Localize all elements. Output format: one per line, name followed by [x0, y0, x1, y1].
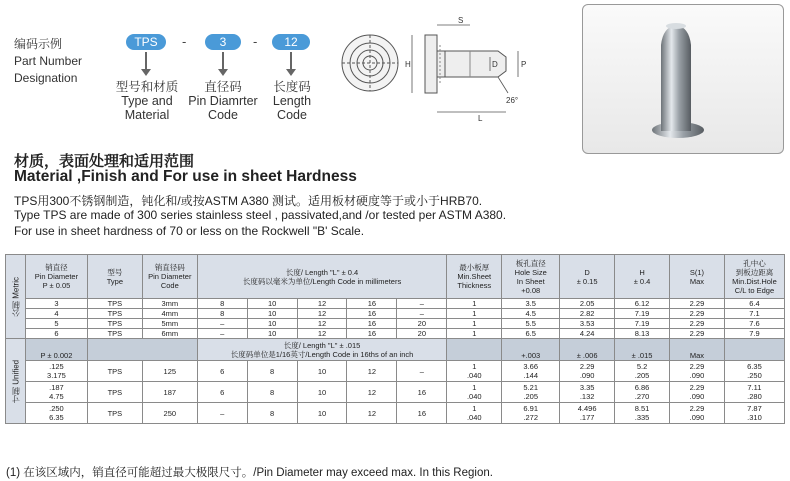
- desc-en-1: Length: [272, 94, 312, 108]
- separator-1: -: [182, 34, 187, 49]
- cell: 125: [142, 361, 197, 382]
- cell: [447, 403, 502, 424]
- dim-h-label: H: [405, 60, 411, 69]
- cell: 3mm: [142, 299, 197, 309]
- cell: 16: [397, 382, 447, 403]
- header-text: Max: [689, 276, 705, 286]
- cell-line: .250: [747, 371, 762, 380]
- cell-line: .040: [466, 413, 482, 422]
- cell: 5mm: [142, 319, 197, 329]
- cell: TPS: [87, 329, 142, 339]
- part-number-label-en-1: Part Number: [14, 54, 83, 68]
- cell-line: 2.29: [579, 362, 595, 371]
- cell: 3.53: [560, 319, 615, 329]
- cell: [615, 361, 670, 382]
- header-text: In Sheet: [516, 276, 545, 286]
- arrow-down-icon: [222, 52, 224, 70]
- cell: 250: [142, 403, 197, 424]
- header-text: Pin Diameter: [148, 272, 192, 281]
- header-text: +0.08: [521, 285, 541, 295]
- cell-line: 2.29: [689, 362, 705, 371]
- cell-line: 6.91: [523, 404, 539, 413]
- cell: 12: [347, 361, 397, 382]
- cell: –: [197, 319, 247, 329]
- section-heading-cn: 材质，表面处理和适用范围: [14, 153, 195, 170]
- cell-line: .270: [634, 392, 650, 401]
- cell: –: [397, 299, 447, 309]
- cell: 3: [25, 299, 87, 309]
- cell-line: 6.35: [747, 362, 762, 371]
- cell: 16: [347, 329, 397, 339]
- header-text: Thickness: [457, 281, 492, 290]
- cell-line: 5.2: [636, 362, 648, 371]
- cell: 7.6: [724, 319, 784, 329]
- d-header: [560, 255, 615, 299]
- cell: 8: [197, 309, 247, 319]
- cell: 4: [25, 309, 87, 319]
- cell: [25, 403, 87, 424]
- cell-line: 8.51: [634, 404, 650, 413]
- header-text: 孔中心: [743, 258, 766, 268]
- unified-s-header: Max: [670, 339, 725, 361]
- cell: 10: [297, 403, 347, 424]
- cell: [502, 403, 560, 424]
- cell: 12: [297, 299, 347, 309]
- length-code-description: [262, 80, 322, 122]
- cell: 2.29: [670, 329, 725, 339]
- cell: 6.4: [724, 299, 784, 309]
- cell: 6mm: [142, 329, 197, 339]
- cell: 10: [247, 319, 297, 329]
- header-text: H: [639, 267, 645, 277]
- cell: 6: [197, 361, 247, 382]
- unified-d-header: ± .006: [560, 339, 615, 361]
- cell-line: 6.35: [49, 413, 64, 422]
- cell: [502, 382, 560, 403]
- type-code-pill: TPS: [126, 34, 166, 50]
- metric-header-row: [6, 255, 785, 299]
- metric-row: [6, 299, 785, 309]
- length-code-pill: 12: [272, 34, 310, 50]
- cell-line: .090: [579, 371, 595, 380]
- dim-s-label: S: [458, 16, 464, 25]
- cell-line: .125: [49, 362, 64, 371]
- header-text: Code: [160, 281, 179, 290]
- cell: 6: [25, 329, 87, 339]
- type-material-description: [110, 80, 184, 122]
- product-photo-frame: [582, 4, 784, 154]
- description-line-3: For use in sheet hardness of 70 or less on the Rockwell "B' Scale.: [14, 224, 365, 238]
- cell: –: [397, 309, 447, 319]
- unified-h-header: ± .015: [615, 339, 670, 361]
- cell-line: .280: [747, 392, 762, 401]
- cell-line: .090: [689, 413, 705, 422]
- cell-line: 4.496: [577, 404, 597, 413]
- header-text: Min.Sheet: [457, 272, 492, 281]
- angle-label: 26°: [506, 96, 519, 105]
- unified-row: [6, 361, 785, 382]
- desc-en-2: Code: [277, 108, 307, 122]
- cell: 12: [297, 309, 347, 319]
- cell: 10: [247, 329, 297, 339]
- header-text: Type: [106, 276, 123, 286]
- cell: [447, 382, 502, 403]
- arrow-down-icon: [290, 52, 292, 70]
- cell: 7.19: [615, 309, 670, 319]
- cell: 8: [247, 361, 297, 382]
- unified-min-header: [447, 339, 502, 361]
- cell: 12: [297, 319, 347, 329]
- desc-en-1: Type and: [121, 94, 173, 108]
- cell: 3.5: [502, 299, 560, 309]
- cell: 5: [25, 319, 87, 329]
- desc-cn: 长度码: [273, 80, 311, 94]
- cell-line: 3.175: [47, 371, 66, 380]
- cell: 2.29: [670, 299, 725, 309]
- cell: 10: [247, 309, 297, 319]
- cell: 16: [347, 309, 397, 319]
- cell: 20: [397, 329, 447, 339]
- cell: 10: [247, 299, 297, 309]
- cell: 1: [447, 299, 502, 309]
- arrow-down-icon: [145, 52, 147, 70]
- unified-side-label: 寸制 Unified: [6, 339, 26, 424]
- specification-table: [5, 254, 785, 424]
- desc-en-1: Pin Diamrter: [188, 94, 258, 108]
- cell: 1: [447, 319, 502, 329]
- cell: [447, 361, 502, 382]
- cell: 12: [297, 329, 347, 339]
- front-view: [342, 35, 398, 91]
- header-text: ± 0.4: [633, 276, 651, 286]
- cell: 4mm: [142, 309, 197, 319]
- cell: [25, 361, 87, 382]
- cell: 12: [347, 382, 397, 403]
- cell: 2.29: [670, 309, 725, 319]
- h-header: [615, 255, 670, 299]
- cell-line: .090: [689, 392, 705, 401]
- header-text: Pin Diameter: [34, 272, 79, 281]
- length-header: [197, 255, 447, 299]
- desc-en-2: Material: [124, 108, 170, 122]
- cell: 5.5: [502, 319, 560, 329]
- cell: 7.19: [615, 319, 670, 329]
- unified-cl-header: [724, 339, 784, 361]
- dim-l-label: L: [478, 114, 483, 123]
- header-text: 最小板厚: [459, 263, 490, 272]
- cell-line: .272: [523, 413, 539, 422]
- header-text: 型号: [107, 267, 123, 277]
- cell-line: 3.35: [579, 383, 595, 392]
- cell: 6.12: [615, 299, 670, 309]
- type-header: [87, 255, 142, 299]
- cell-line: 1: [472, 362, 477, 371]
- cell: 6.5: [502, 329, 560, 339]
- desc-cn: 型号和材质: [115, 80, 179, 94]
- cell: 6: [197, 382, 247, 403]
- cell: 7.9: [724, 329, 784, 339]
- cell-line: .187: [49, 383, 64, 392]
- cell: 2.82: [560, 309, 615, 319]
- cell: 2.05: [560, 299, 615, 309]
- cell-line: .205: [523, 392, 539, 401]
- cell: [25, 382, 87, 403]
- cell: [670, 361, 725, 382]
- unified-hole-header: +.003: [502, 339, 560, 361]
- diameter-code-pill: 3: [205, 34, 241, 50]
- cell: [560, 403, 615, 424]
- cell: 8: [247, 382, 297, 403]
- cell: [670, 382, 725, 403]
- cell: 8: [247, 403, 297, 424]
- header-text: ± 0.15: [576, 276, 598, 286]
- metric-row: [6, 329, 785, 339]
- cell: 1: [447, 309, 502, 319]
- technical-drawing: [340, 15, 570, 130]
- cell: [724, 361, 784, 382]
- cell: TPS: [87, 319, 142, 329]
- cell: –: [197, 403, 247, 424]
- header-text: 长度码单位是1/16英寸/Length Code in 16ths of an inch: [230, 349, 414, 359]
- metric-side-label: 公制 Metric: [6, 255, 26, 339]
- unified-length-header: [197, 339, 447, 361]
- header-text: S(1): [689, 267, 705, 277]
- cell-line: 7.87: [747, 404, 762, 413]
- cell: 10: [297, 382, 347, 403]
- unified-pin-header: P ± 0.002: [25, 339, 87, 361]
- description-line-1: TPS用300不锈钢制造，钝化和/或按ASTM A380 测试。适用板材硬度等于或小于HRB70.: [14, 194, 483, 208]
- min-sheet-header: [447, 255, 502, 299]
- cell: [502, 361, 560, 382]
- cell-line: 1: [472, 383, 477, 392]
- cell: 8: [197, 299, 247, 309]
- cell: TPS: [87, 309, 142, 319]
- cell-line: 2.29: [689, 404, 705, 413]
- cell: [615, 382, 670, 403]
- cell: [560, 382, 615, 403]
- cell: TPS: [87, 382, 142, 403]
- cell-line: .177: [579, 413, 595, 422]
- cell-line: 5.21: [523, 383, 539, 392]
- header-text: Min.Dist.Hole: [732, 276, 777, 286]
- cl-header: [724, 255, 784, 299]
- cell-line: 6.86: [634, 383, 650, 392]
- s-header: [670, 255, 725, 299]
- cell-line: .335: [634, 413, 650, 422]
- cell-line: 1: [472, 404, 477, 413]
- header-text: Hole Size: [514, 267, 547, 277]
- cell: 16: [347, 299, 397, 309]
- header-text: C/L to Edge: [734, 285, 775, 295]
- part-number-label-cn: 编码示例: [14, 37, 63, 51]
- cell: [615, 403, 670, 424]
- cell: 16: [397, 403, 447, 424]
- pin-photo-image: [583, 5, 783, 153]
- cell: 187: [142, 382, 197, 403]
- header-text: D: [584, 267, 590, 277]
- dim-p-label: P: [521, 60, 527, 69]
- cell-line: .250: [49, 404, 64, 413]
- cell: TPS: [87, 361, 142, 382]
- header-text: 长度/ Length "L" ± 0.4: [285, 267, 359, 277]
- header-text: 销直径码: [154, 263, 185, 272]
- hole-size-header: [502, 255, 560, 299]
- cell-line: 7.11: [747, 383, 762, 392]
- cell: 12: [347, 403, 397, 424]
- cell: 2.29: [670, 319, 725, 329]
- cell-line: .132: [579, 392, 595, 401]
- header-text: P ± 0.05: [42, 281, 71, 290]
- cell-line: .090: [689, 371, 705, 380]
- metric-row: [6, 309, 785, 319]
- cell: [724, 382, 784, 403]
- unified-row: [6, 382, 785, 403]
- footnote: (1) 在该区域内，销直径可能超过最大极限尺寸。/Pin Diameter may exceed max. In this Region.: [6, 467, 493, 479]
- header-text: 到板边距离: [735, 267, 774, 277]
- desc-cn: 直径码: [204, 80, 242, 94]
- cell: [724, 403, 784, 424]
- unified-header-row: [6, 339, 785, 361]
- cell-line: 4.75: [49, 392, 64, 401]
- desc-en-2: Code: [208, 108, 238, 122]
- cell-line: .040: [466, 371, 482, 380]
- cell-line: .205: [634, 371, 650, 380]
- cell: –: [197, 329, 247, 339]
- cell: –: [397, 361, 447, 382]
- pin-diameter-code-description: [184, 80, 262, 122]
- cell-line: 2.29: [689, 383, 705, 392]
- cell: [670, 403, 725, 424]
- cell: 1: [447, 329, 502, 339]
- cell-line: 3.66: [523, 362, 539, 371]
- cell: [560, 361, 615, 382]
- cell: TPS: [87, 403, 142, 424]
- cell: TPS: [87, 299, 142, 309]
- separator-2: -: [253, 34, 258, 49]
- cell: 8.13: [615, 329, 670, 339]
- unified-row: [6, 403, 785, 424]
- pin-diameter-header: [25, 255, 87, 299]
- unified-blank-header: [87, 339, 197, 361]
- part-number-label: [14, 36, 82, 87]
- header-text: 销直径: [45, 263, 68, 272]
- pin-code-header: [142, 255, 197, 299]
- cell: 7.1: [724, 309, 784, 319]
- cell-line: .144: [523, 371, 539, 380]
- dim-d-label: D: [492, 60, 498, 69]
- description-line-2: Type TPS are made of 300 series stainless steel , passivated,and /or tested per ASTM A380.: [14, 208, 507, 222]
- section-heading-en: Material ,Finish and For use in sheet Hardness: [14, 168, 357, 185]
- cell: 4.5: [502, 309, 560, 319]
- header-text: 长度/ Length "L" ± .015: [283, 340, 361, 350]
- cell-line: .310: [747, 413, 762, 422]
- header-text: 板孔直径: [515, 258, 546, 268]
- part-number-label-en-2: Designation: [14, 71, 78, 85]
- cell: 4.24: [560, 329, 615, 339]
- cell: 16: [347, 319, 397, 329]
- metric-row: [6, 319, 785, 329]
- cell: 10: [297, 361, 347, 382]
- header-text: 长度码以毫米为单位/Length Code in millimeters: [242, 276, 402, 286]
- cell-line: .040: [466, 392, 482, 401]
- cell: 20: [397, 319, 447, 329]
